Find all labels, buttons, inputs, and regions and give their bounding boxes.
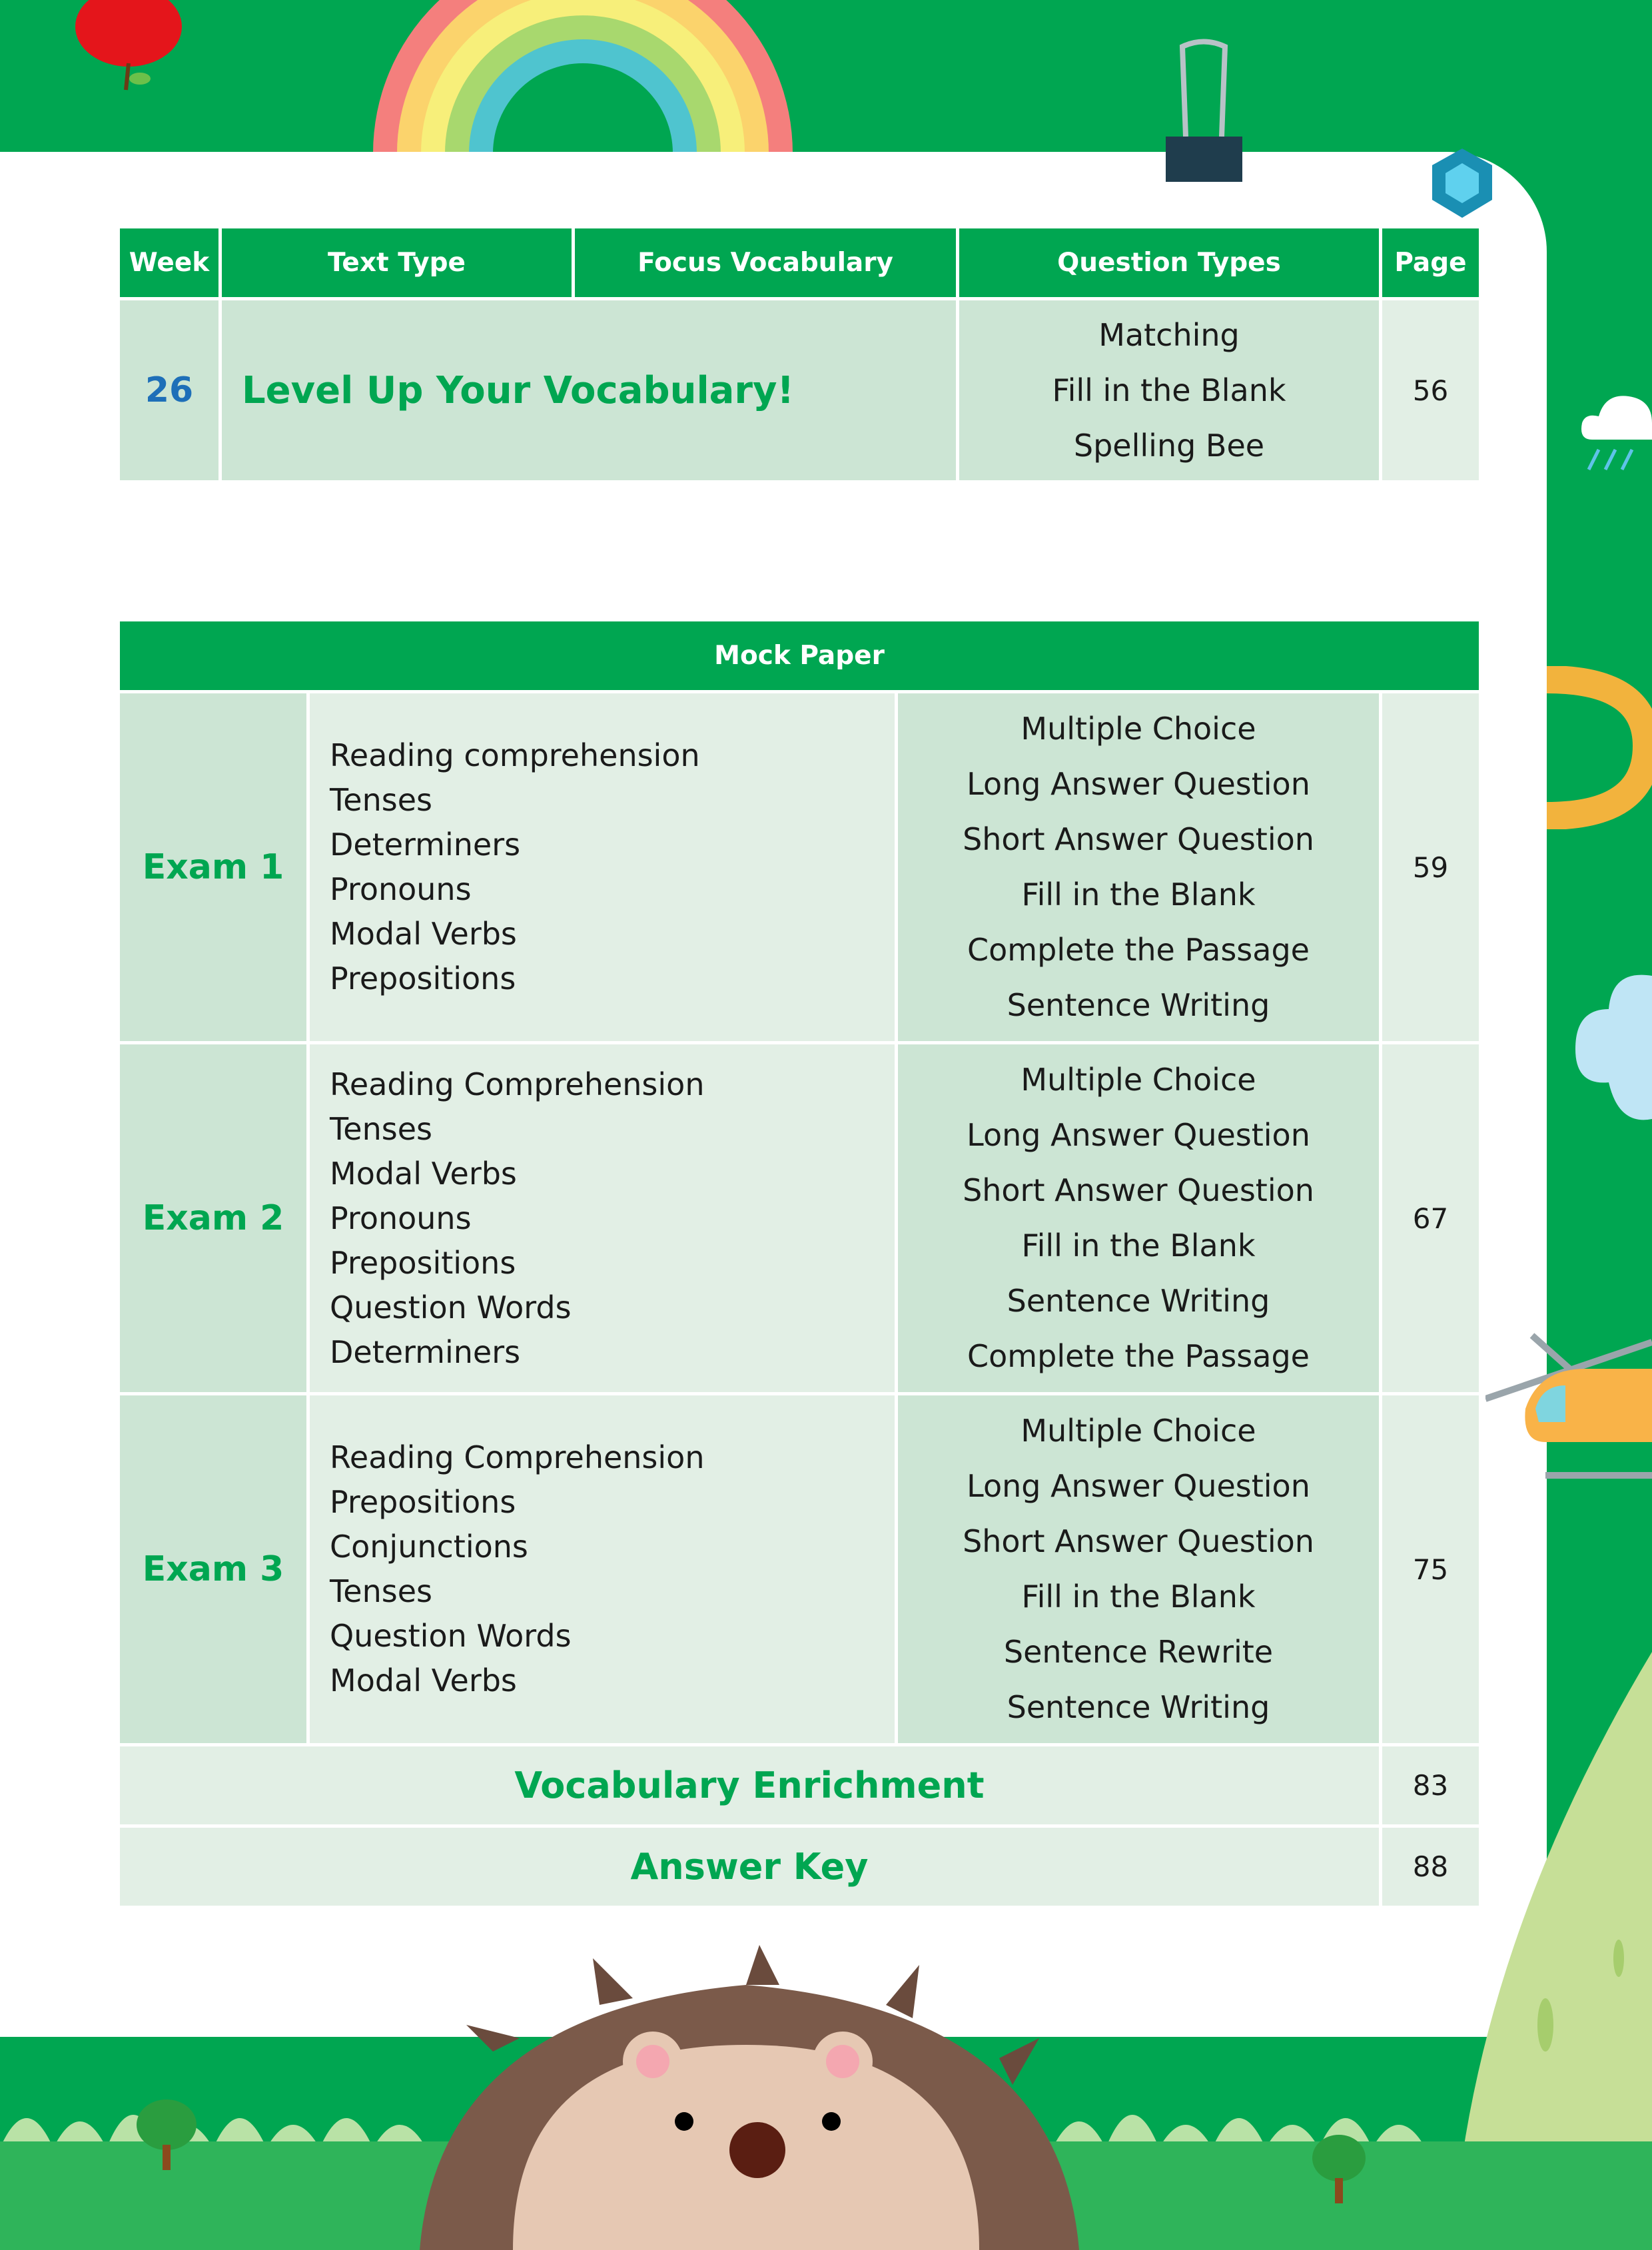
topic: Tenses [330,1110,432,1147]
cloud-icon [1569,969,1652,1129]
topic: Reading Comprehension [330,1439,705,1475]
contents-table-mock-paper [117,618,1479,1909]
page-number: 83 [1381,1745,1481,1826]
contents-table-week [117,225,1479,484]
question-type: Long Answer Question [967,1117,1310,1153]
hedgehog-illustration [400,1945,1099,2250]
vocabulary-enrichment-label: Vocabulary Enrichment [119,1745,1381,1826]
page-number: 75 [1381,1394,1481,1745]
header-mock-paper: Mock Paper [119,620,1481,692]
table-row [119,1745,1481,1826]
topics-cell [308,692,897,1043]
question-type: Sentence Writing [1007,1689,1270,1725]
topic: Determiners [330,1333,521,1370]
question-type: Spelling Bee [1073,427,1265,464]
section-title: Level Up Your Vocabulary! [220,299,958,482]
topic: Tenses [330,1573,432,1609]
topic: Pronouns [330,1200,472,1236]
week-number: 26 [119,299,220,482]
rain-cloud-icon [1579,376,1652,476]
question-type: Short Answer Question [963,1172,1314,1208]
apple-icon [70,0,190,93]
table-row [119,1394,1481,1745]
page-number: 67 [1381,1043,1481,1394]
topic: Reading Comprehension [330,1066,705,1102]
topics-cell [308,1394,897,1745]
question-type: Fill in the Blank [1052,372,1286,408]
question-type: Fill in the Blank [1021,877,1256,913]
table-row [119,692,1481,1043]
question-type: Complete the Passage [967,1338,1310,1374]
question-types-cell [897,1043,1381,1394]
table-row [119,1826,1481,1908]
header-focus-vocabulary: Focus Vocabulary [574,227,958,299]
tree-icon [1309,2131,1369,2205]
question-type: Sentence Writing [1007,987,1270,1023]
answer-key-label: Answer Key [119,1826,1381,1908]
question-type: Fill in the Blank [1021,1579,1256,1615]
tree-icon [133,2098,200,2171]
topic: Modal Verbs [330,1155,517,1192]
question-type: Long Answer Question [967,766,1310,802]
topic: Prepositions [330,1244,516,1281]
page-number: 88 [1381,1826,1481,1908]
topic: Question Words [330,1289,572,1325]
topic: Modal Verbs [330,1663,517,1698]
question-type: Multiple Choice [1021,1062,1256,1098]
question-type: Sentence Rewrite [1003,1634,1274,1670]
question-types-cell [897,692,1381,1043]
topic: Determiners [330,827,521,863]
exam-name: Exam 2 [119,1043,308,1394]
header-question-types: Question Types [958,227,1381,299]
striped-ring-icon [1547,666,1652,829]
topics-cell [308,1043,897,1394]
topic: Tenses [330,782,432,818]
gem-icon [1429,147,1495,220]
header-week: Week [119,227,220,299]
question-types-cell [897,1394,1381,1745]
question-types-cell [958,299,1381,482]
table-row [119,1043,1481,1394]
binder-clip-icon [1162,37,1246,183]
page-number: 56 [1381,299,1481,482]
question-type: Matching [1098,316,1240,353]
topic: Modal Verbs [330,916,517,952]
exam-name: Exam 3 [119,1394,308,1745]
table-row [119,299,1481,482]
question-type: Sentence Writing [1007,1283,1270,1319]
topic: Prepositions [330,960,516,996]
topic: Prepositions [330,1484,516,1520]
topic: Reading comprehension [330,737,700,773]
question-type: Long Answer Question [967,1468,1310,1504]
question-type: Multiple Choice [1021,1413,1256,1449]
question-type: Complete the Passage [967,932,1310,968]
question-type: Fill in the Blank [1021,1228,1256,1264]
rainbow-illustration [373,0,793,153]
exam-name: Exam 1 [119,692,308,1043]
question-type: Short Answer Question [963,821,1314,857]
header-page: Page [1381,227,1481,299]
topic: Conjunctions [330,1529,528,1565]
question-type: Short Answer Question [963,1523,1314,1559]
helicopter-icon [1485,1329,1652,1502]
topic: Pronouns [330,871,472,907]
question-type: Multiple Choice [1021,711,1256,747]
topic: Question Words [330,1618,572,1654]
page-number: 59 [1381,692,1481,1043]
header-text-type: Text Type [220,227,574,299]
